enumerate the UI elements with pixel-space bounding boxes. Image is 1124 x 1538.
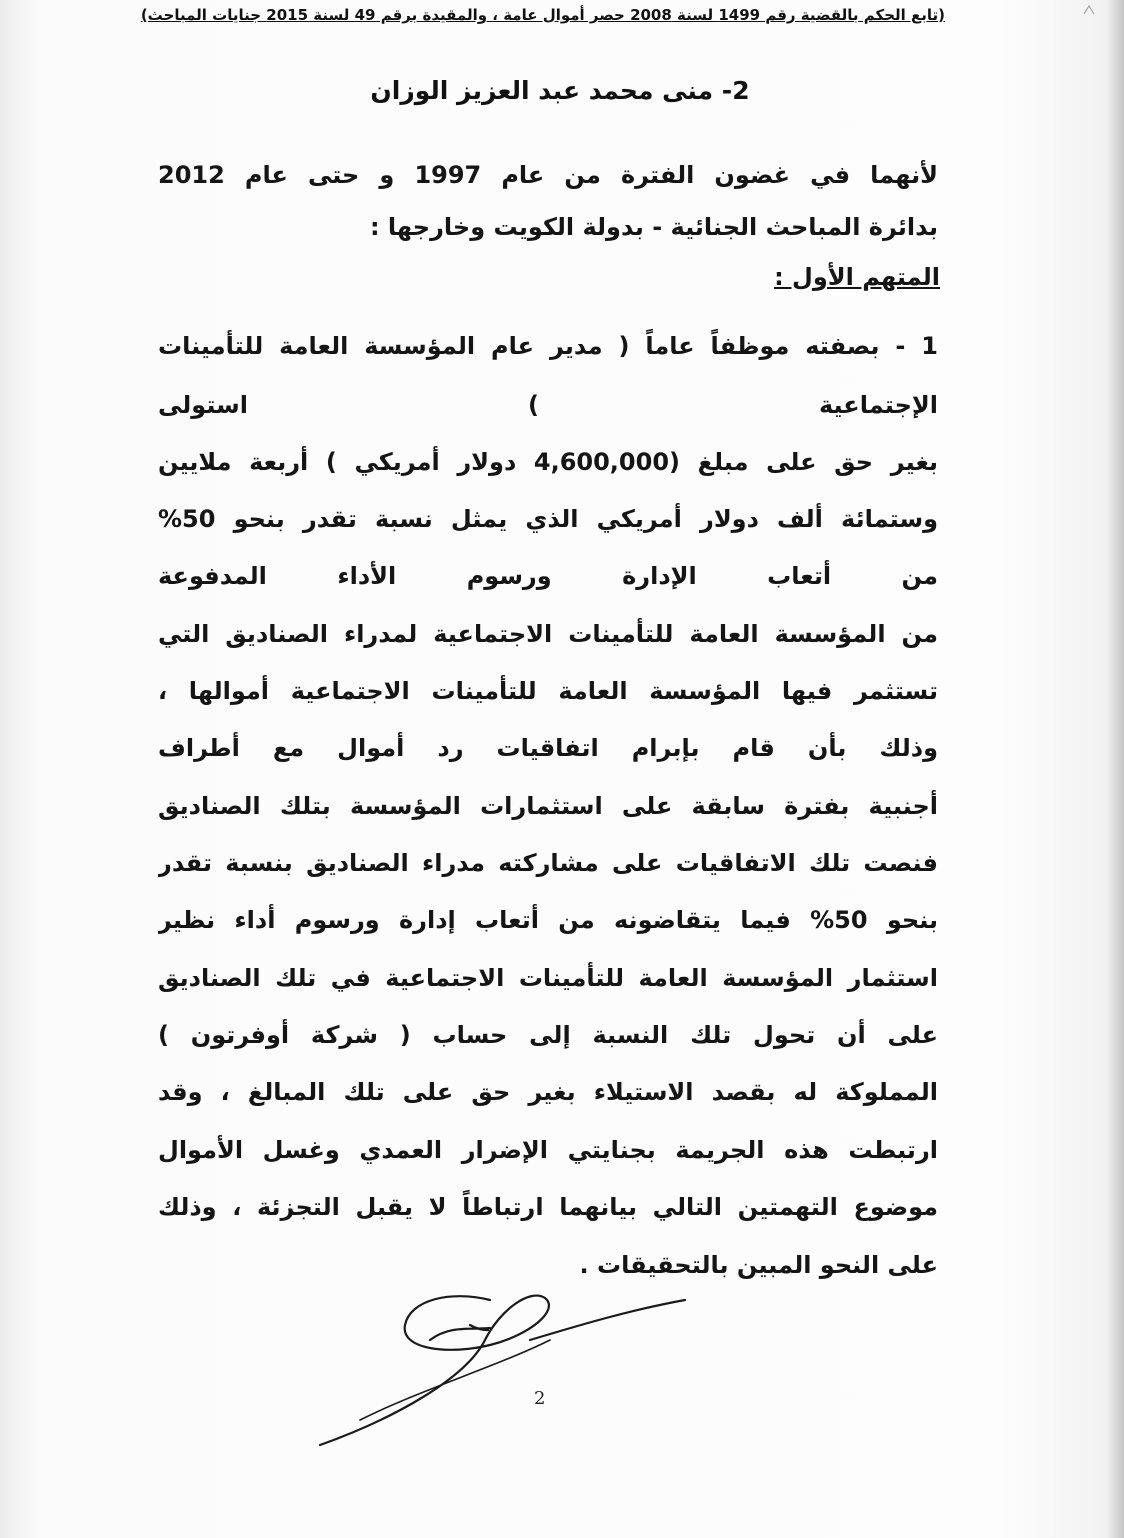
body-line: بنحو 50% فيما يتقاضونه من أتعاب إدارة ورسوم أداء نظير xyxy=(158,906,938,934)
body-line: على أن تحول تلك النسبة إلى حساب ( شركة أوفرتون ) xyxy=(158,1021,938,1049)
body-line: فنصت تلك الاتفاقيات على مشاركته مدراء الصناديق بنسبة تقدر xyxy=(158,849,938,877)
body-line: بغير حق على مبلغ (4,600,000 دولار أمريكي ) أربعة ملايين xyxy=(158,448,938,476)
body-line: وذلك بأن قام بإبرام اتفاقيات رد أموال مع أطراف xyxy=(158,734,938,762)
body-line: ارتبطت هذه الجريمة بجنايتي الإضرار العمدي وغسل الأموال xyxy=(158,1136,938,1164)
body-line: 1 - بصفته موظفاً عاماً ( مدير عام المؤسسة العامة للتأمينات xyxy=(158,332,938,360)
body-line: من أتعاب الإدارة ورسوم الأداء المدفوعة xyxy=(158,562,938,590)
corner-mark-icon xyxy=(1082,4,1096,16)
body-line: استثمار المؤسسة العامة للتأمينات الاجتماعية في تلك الصناديق xyxy=(158,964,938,992)
case-header: (تابع الحكم بالقضية رقم 1499 لسنة 2008 حصر أموال عامة ، والمقيدة برقم 49 لسنة 2015 جنايات المباحث) xyxy=(140,6,945,24)
body-line: من المؤسسة العامة للتأمينات الاجتماعية لمدراء الصناديق التي xyxy=(158,620,938,648)
defendant-name: 2- منى محمد عبد العزيز الوزان xyxy=(370,76,750,105)
page-number: 2 xyxy=(534,1388,546,1409)
body-line: موضوع التهمتين التالي بيانهما ارتباطاً لا يقبل التجزئة ، وذلك xyxy=(158,1193,938,1221)
section-heading: المتهم الأول : xyxy=(774,263,940,291)
body-line: المملوكة له بقصد الاستيلاء بغير حق على تلك المبالغ ، وقد xyxy=(158,1078,938,1106)
body-line: تستثمر فيها المؤسسة العامة للتأمينات الاجتماعية أموالها ، xyxy=(158,677,938,705)
page-edge-shadow xyxy=(1106,0,1124,1538)
body-line: الإجتماعية ) استولى xyxy=(158,391,938,419)
body-line: أجنبية بفترة سابقة على استثمارات المؤسسة بتلك الصناديق xyxy=(158,792,938,820)
body-line: وستمائة ألف دولار أمريكي الذي يمثل نسبة تقدر بنحو 50% xyxy=(158,505,938,533)
intro-line-1: لأنهما في غضون الفترة من عام 1997 و حتى عام 2012 xyxy=(158,161,938,189)
intro-line-2: بدائرة المباحث الجنائية - بدولة الكويت وخارجها : xyxy=(369,213,938,241)
body-line: على النحو المبين بالتحقيقات . xyxy=(579,1251,938,1279)
handwritten-signature xyxy=(300,1270,700,1470)
